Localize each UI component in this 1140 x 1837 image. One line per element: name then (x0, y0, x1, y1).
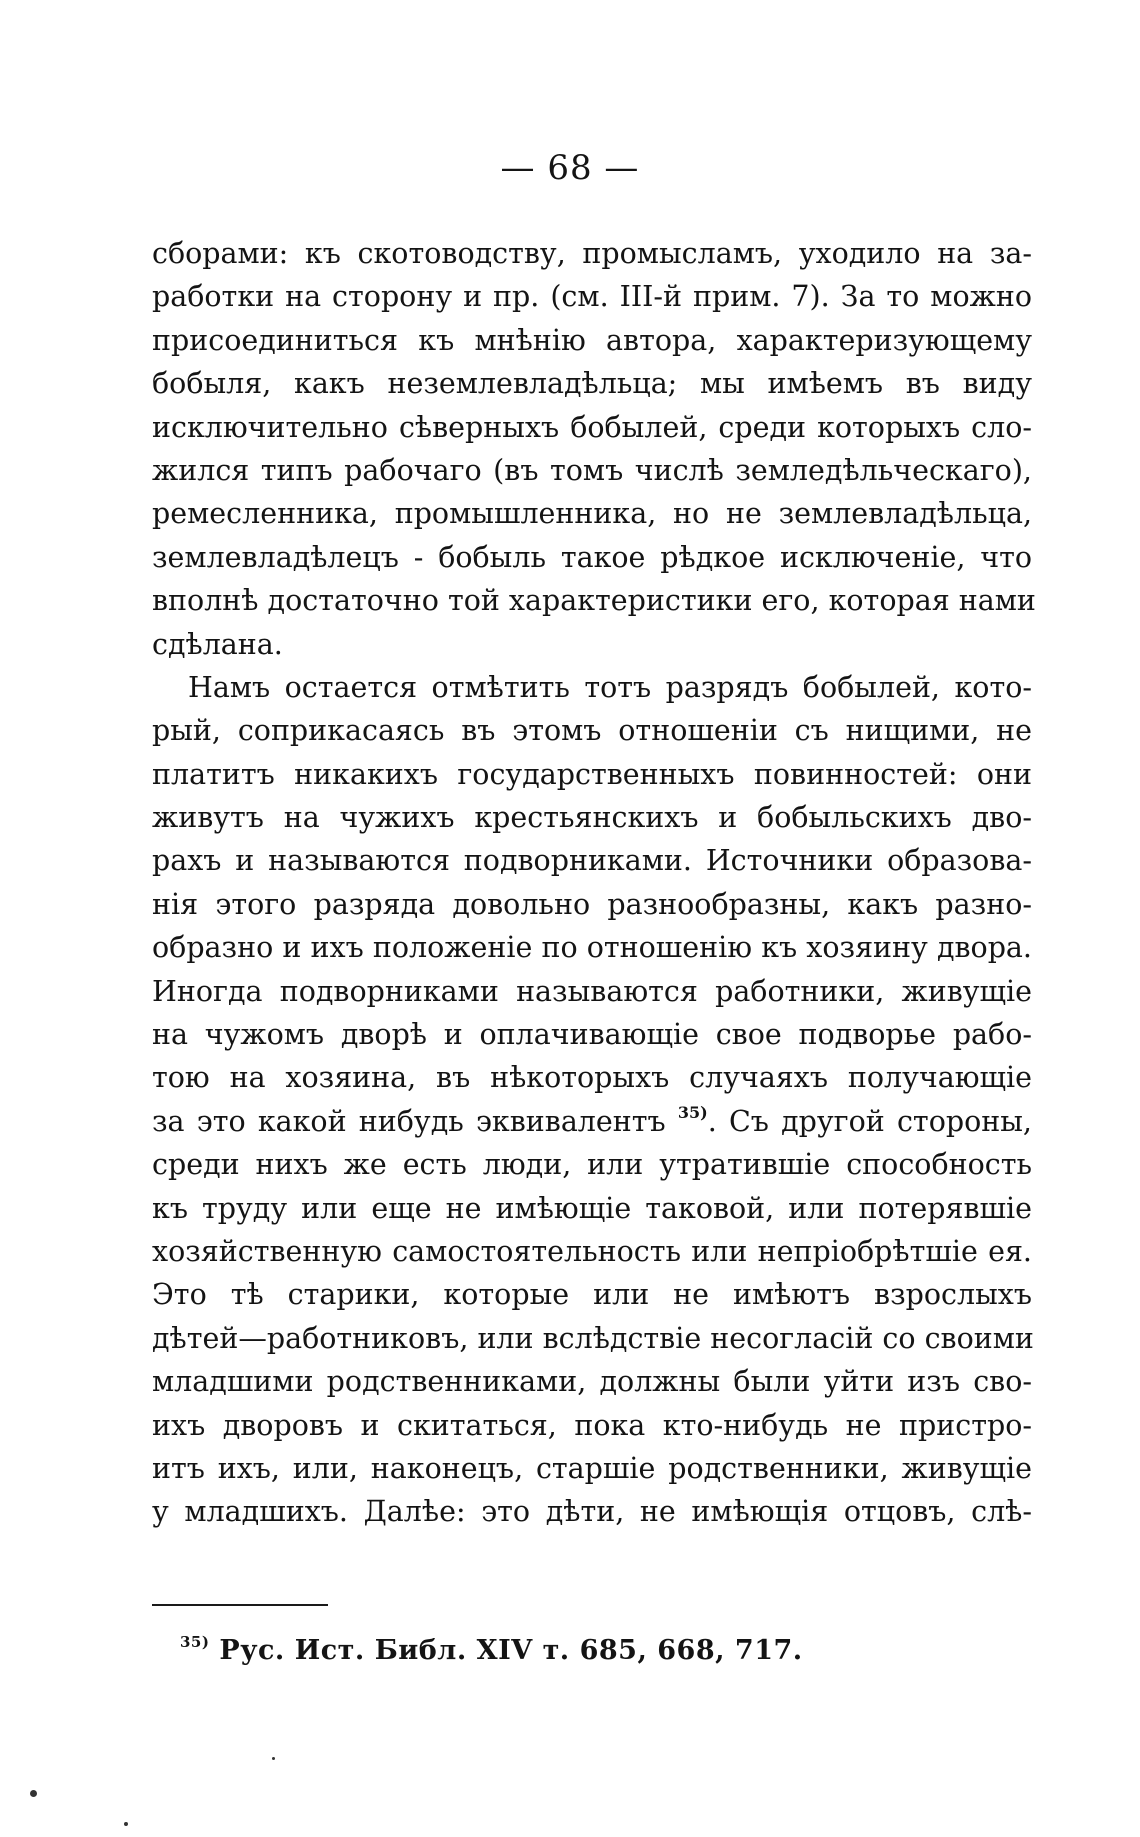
paragraph-1 (152, 232, 1036, 666)
text-line: тою на хозяина, въ нѣкоторыхъ случаяхъ получающіе (152, 1061, 1032, 1095)
footnote-text: Рус. Ист. Библ. XIV т. 685, 668, 717. (219, 1635, 803, 1666)
page-number: — 68 — (500, 148, 640, 188)
body-text (152, 232, 1036, 1534)
text-line: присоединиться къ мнѣнію автора, характеризующему (152, 323, 1032, 357)
text-line: къ труду или еще не имѣющіе таковой, или потерявшіе (152, 1191, 1032, 1225)
text-line: рахъ и называются подворниками. Источники образова- (152, 844, 1032, 878)
text-line: дѣтей—работниковъ, или вслѣдствіе несогласій со своими (152, 1321, 1034, 1355)
text-line: у младшихъ. Далѣе: это дѣти, не имѣющія отцовъ, слѣ- (152, 1495, 1032, 1529)
text-line-with-footnote (152, 1100, 1032, 1143)
scan-speck (30, 1790, 37, 1797)
text-line: вполнѣ достаточно той характеристики его, которая нами (152, 584, 1036, 618)
text-line: сборами: къ скотоводству, промысламъ, уходило на за- (152, 237, 1032, 270)
text-line: среди нихъ же есть люди, или утратившіе способность (152, 1148, 1032, 1182)
text-line: бобыля, какъ неземлевладѣльца; мы имѣемъ въ виду (152, 367, 1032, 401)
text-line: жился типъ рабочаго (въ томъ числѣ земледѣльческаго), (152, 453, 1032, 487)
text-line: нія этого разряда довольно разнообразны, какъ разно- (152, 887, 1032, 921)
text-line: образно и ихъ положеніе по отношенію къ хозяину двора. (152, 931, 1032, 965)
scan-speck (272, 1757, 275, 1760)
text-line: хозяйственную самостоятельность или непріобрѣтшіе ея. (152, 1234, 1032, 1268)
text-line: Намъ остается отмѣтить тотъ разрядъ бобылей, кото- (188, 670, 1032, 704)
footnote-separator (152, 1604, 328, 1606)
footnote-reference: 35) (677, 1102, 708, 1122)
text-line: работки на сторону и пр. (см. III-й прим. 7). За то можно (152, 280, 1032, 314)
footnote (180, 1635, 803, 1666)
text-line: на чужомъ дворѣ и оплачивающіе свое подворье рабо- (152, 1018, 1032, 1052)
text-line: Это тѣ старики, которые или не имѣютъ взрослыхъ (152, 1278, 1032, 1312)
text-line: итъ ихъ, или, наконецъ, старшіе родственники, живущіе (152, 1451, 1032, 1485)
footnote-marker: 35) (180, 1633, 210, 1651)
text-fragment: за это какой нибудь эквивалентъ (152, 1104, 666, 1138)
text-line: исключительно сѣверныхъ бобылей, среди которыхъ сло- (152, 410, 1032, 444)
text-line: рый, соприкасаясь въ этомъ отношеніи съ нищими, не (152, 714, 1032, 748)
text-fragment: . Съ другой стороны, (707, 1104, 1032, 1138)
text-line: сдѣлана. (152, 627, 283, 661)
text-line: ихъ дворовъ и скитаться, пока кто-нибудь не пристро- (152, 1408, 1032, 1442)
paragraph-2 (152, 666, 1032, 1534)
text-line: землевладѣлецъ - бобыль такое рѣдкое исключеніе, что (152, 540, 1032, 574)
text-line: ремесленника, промышленника, но не землевладѣльца, (152, 497, 1032, 531)
scan-speck (124, 1822, 128, 1826)
text-line: младшими родственниками, должны были уйти изъ сво- (152, 1365, 1032, 1399)
text-line: Иногда подворниками называются работники, живущіе (152, 974, 1032, 1008)
text-line: живутъ на чужихъ крестьянскихъ и бобыльскихъ дво- (152, 801, 1032, 835)
text-line: платитъ никакихъ государственныхъ повинностей: они (152, 757, 1032, 791)
